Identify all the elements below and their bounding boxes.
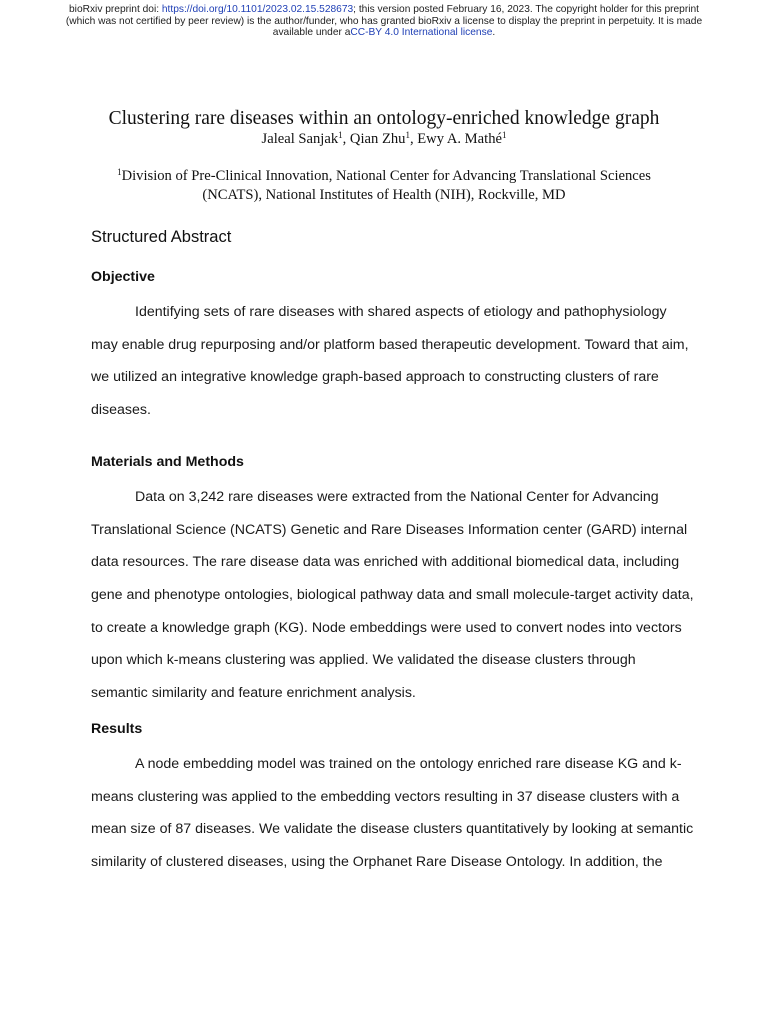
paper-title: Clustering rare diseases within an ontology-enriched knowledge graph	[108, 108, 660, 129]
preprint-posted-text: ; this version posted February 16, 2023. The copyright holder for this preprint	[353, 4, 699, 15]
affiliation-line-2: (NCATS), National Institutes of Health (NIH), Rockville, MD	[202, 187, 566, 203]
paragraph-line: Translational Science (NCATS) Genetic and Rare Diseases Information center (GARD) internal	[91, 521, 688, 538]
paragraph-line: data resources. The rare disease data was enriched with additional biomedical data, including	[91, 554, 680, 571]
paragraph-line: may enable drug repurposing and/or platform based therapeutic development. Toward that aim,	[91, 336, 689, 353]
affiliation	[20, 167, 748, 205]
paragraph-line: similarity of clustered diseases, using the Orphanet Rare Disease Ontology. In addition, the	[91, 854, 663, 871]
paragraph-line: A node embedding model was trained on the ontology enriched rare disease KG and k-	[135, 756, 682, 772]
methods-paragraph	[91, 481, 694, 710]
paragraph-line: diseases.	[91, 402, 151, 419]
author-name: Ewy A. Mathé	[417, 131, 502, 147]
author-affiliation-marker: 1	[501, 130, 507, 140]
affiliation-marker: 1	[117, 167, 122, 177]
license-suffix: .	[492, 27, 496, 38]
paragraph-line: mean size of 87 diseases. We validate the disease clusters quantitatively by looking at semantic	[91, 821, 694, 838]
license-link[interactable]: CC-BY 4.0 International license	[350, 27, 493, 38]
author-affiliation-marker: 1	[338, 130, 343, 140]
structured-abstract-heading: Structured Abstract	[91, 228, 232, 246]
author-affiliation-marker: 1	[405, 130, 410, 140]
results-heading: Results	[91, 721, 143, 737]
objective-paragraph	[91, 296, 691, 427]
preprint-header-line-3	[20, 27, 748, 39]
results-paragraph	[91, 748, 694, 879]
objective-heading: Objective	[91, 269, 155, 285]
license-prefix: available under a	[272, 27, 351, 38]
paragraph-line: Data on 3,242 rare diseases were extracted from the National Center for Advancing	[135, 489, 659, 505]
methods-heading: Materials and Methods	[91, 454, 244, 470]
preprint-header	[20, 4, 748, 39]
affiliation-text-1: Division of Pre-Clinical Innovation, National Center for Advancing Translational Sciences	[121, 168, 651, 184]
paragraph-line: means clustering was applied to the embedding vectors resulting in 37 disease clusters with a	[91, 788, 680, 805]
paragraph-line: Identifying sets of rare diseases with shared aspects of etiology and pathophysiology	[135, 304, 667, 320]
paragraph-line: gene and phenotype ontologies, biological pathway data and small molecule-target activity data,	[91, 587, 694, 604]
author-name: Jaleal Sanjak	[261, 131, 339, 147]
doi-link[interactable]: https://doi.org/10.1101/2023.02.15.528673	[161, 4, 354, 15]
affiliation-line-1	[20, 167, 748, 186]
preprint-header-line-2: (which was not certified by peer review) is the author/funder, who has granted bioRxiv a license to display the preprint in perpetuity. It is made	[65, 15, 703, 27]
paragraph-line: upon which k-means clustering was applied. We validated the disease clusters through	[91, 652, 636, 669]
paragraph-line: we utilized an integrative knowledge graph-based approach to constructing clusters of rare	[91, 369, 659, 386]
author-separator: ,	[342, 131, 350, 147]
paragraph-line: to create a knowledge graph (KG). Node embeddings were used to convert nodes into vectors	[91, 619, 682, 636]
preprint-doi-label: bioRxiv preprint doi:	[69, 4, 162, 15]
author-list	[20, 131, 748, 148]
paragraph-line: semantic similarity and feature enrichment analysis.	[91, 685, 416, 702]
preprint-header-line-1	[20, 4, 748, 16]
author-separator: ,	[409, 131, 418, 147]
author-name: Qian Zhu	[349, 131, 406, 147]
